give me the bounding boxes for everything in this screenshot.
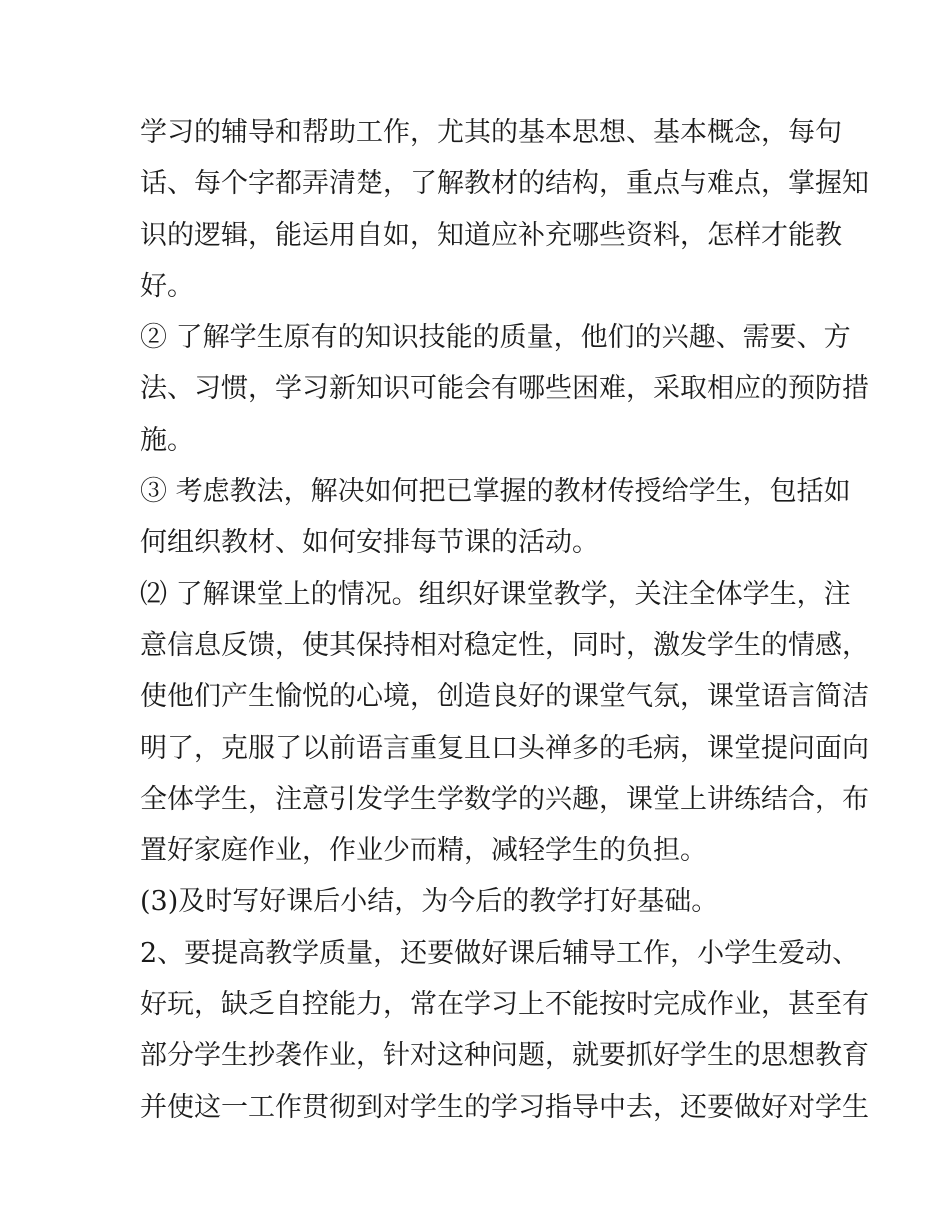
body-text	[140, 107, 869, 1133]
text-line: 全体学生，注意引发学生学数学的兴趣，课堂上讲练结合，布	[140, 783, 869, 815]
text-line: 置好家庭作业，作业少而精，减轻学生的负担。	[140, 835, 707, 867]
text-line: 好。	[140, 270, 194, 302]
text-line: ② 了解学生原有的知识技能的质量，他们的兴趣、需要、方	[140, 322, 851, 354]
text-line: 学习的辅导和帮助工作，尤其的基本思想、基本概念，每句	[140, 117, 842, 148]
text-line: 识的逻辑，能运用自如，知道应补充哪些资料，怎样才能教	[140, 219, 842, 251]
text-line: 意信息反馈，使其保持相对稳定性，同时，激发学生的情感，	[140, 629, 869, 661]
text-line: 法、习惯，学习新知识可能会有哪些困难，采取相应的预防措	[140, 373, 869, 405]
text-line: 并使这一工作贯彻到对学生的学习指导中去，还要做好对学生	[140, 1091, 869, 1123]
text-line: ③ 考虑教法，解决如何把已掌握的教材传授给学生，包括如	[140, 476, 851, 508]
text-line: 何组织教材、如何安排每节课的活动。	[140, 527, 599, 559]
text-line: 部分学生抄袭作业，针对这种问题，就要抓好学生的思想教育	[140, 1040, 869, 1072]
text-line: (3)及时写好课后小结，为今后的教学打好基础。	[140, 886, 719, 918]
text-line: 话、每个字都弄清楚，了解教材的结构，重点与难点，掌握知	[140, 168, 869, 200]
text-line: ⑵ 了解课堂上的情况。组织好课堂教学，关注全体学生，注	[140, 578, 851, 610]
text-line: 明了，克服了以前语言重复且口头禅多的毛病，课堂提问面向	[140, 732, 869, 764]
text-line: 2、要提高教学质量，还要做好课后辅导工作，小学生爱动、	[140, 937, 860, 969]
text-line: 好玩，缺乏自控能力，常在学习上不能按时完成作业，甚至有	[140, 989, 869, 1021]
text-line: 施。	[140, 424, 194, 456]
text-line: 使他们产生愉悦的心境，创造良好的课堂气氛，课堂语言简洁	[140, 681, 869, 713]
